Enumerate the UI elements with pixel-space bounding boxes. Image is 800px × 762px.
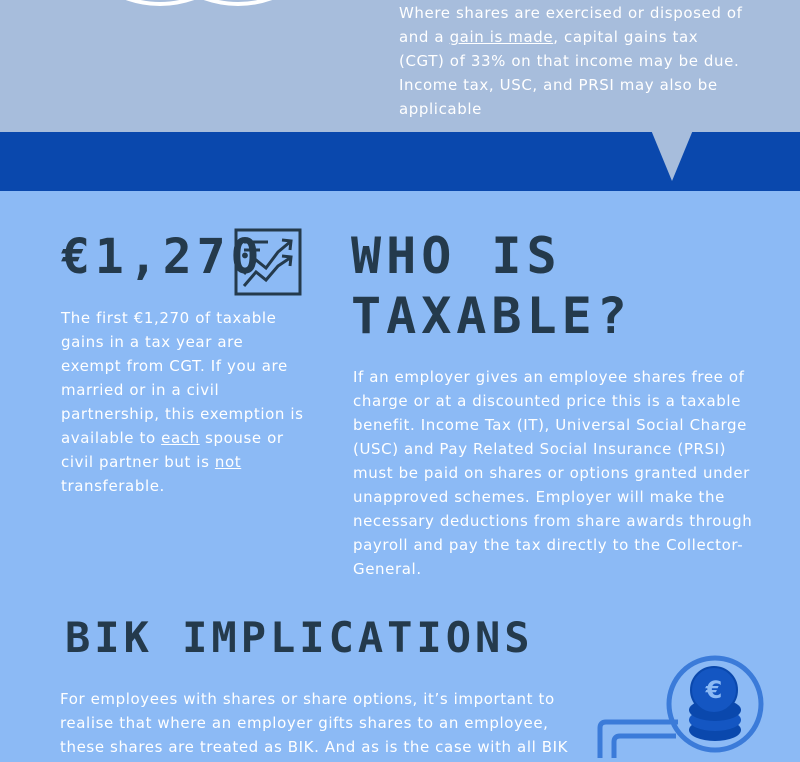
bik-heading: BIK IMPLICATIONS (65, 613, 534, 662)
taxable-paragraph: If an employer gives an employee shares free of charge or at a discounted price this is a taxable benefit. Income Tax (IT), Universal Social Charge (USC) and Pay Related Social Insurance (PRSI) must be paid on shares or options granted under unapproved schemes. Employer will make the necessary deductions from share awards through payroll and pay the tax directly to the Collector-General. (353, 368, 753, 578)
who-is-taxable-heading: WHO IS TAXABLE? (351, 227, 632, 345)
gain-is-made-link[interactable]: gain is made (449, 28, 554, 46)
exemption-text-2: spouse or civil partner but is (61, 429, 284, 471)
each-emphasis: each (161, 429, 200, 447)
callout-pointer (651, 130, 693, 181)
not-emphasis: not (214, 453, 242, 471)
growth-chart-icon (234, 228, 302, 296)
decorative-art-icon (120, 0, 280, 10)
bik-paragraph: For employees with shares or share options, it’s important to realise that where an employer gifts shares to an employee, these shares are treated as BIK. And as is the case with all BIK (60, 690, 569, 756)
exemption-paragraph (61, 306, 306, 498)
exemption-text-3: transferable. (61, 477, 165, 495)
svg-text:€: € (705, 676, 723, 704)
cgt-text-end: , capital gains tax (CGT) of 33% on that income may be due. Income tax, USC, and PRSI may also be applicable (399, 28, 740, 118)
exemption-text-1: The first €1,270 of taxable gains in a tax year are exempt from CGT. If you are married or in a civil partnership, this exemption is available to (61, 309, 304, 447)
euro-coins-icon (596, 652, 768, 762)
cgt-paragraph (399, 1, 749, 121)
exemption-amount: €1,270 (61, 229, 265, 285)
cgt-text-start: Where shares are exercised or disposed of and a (399, 4, 743, 46)
